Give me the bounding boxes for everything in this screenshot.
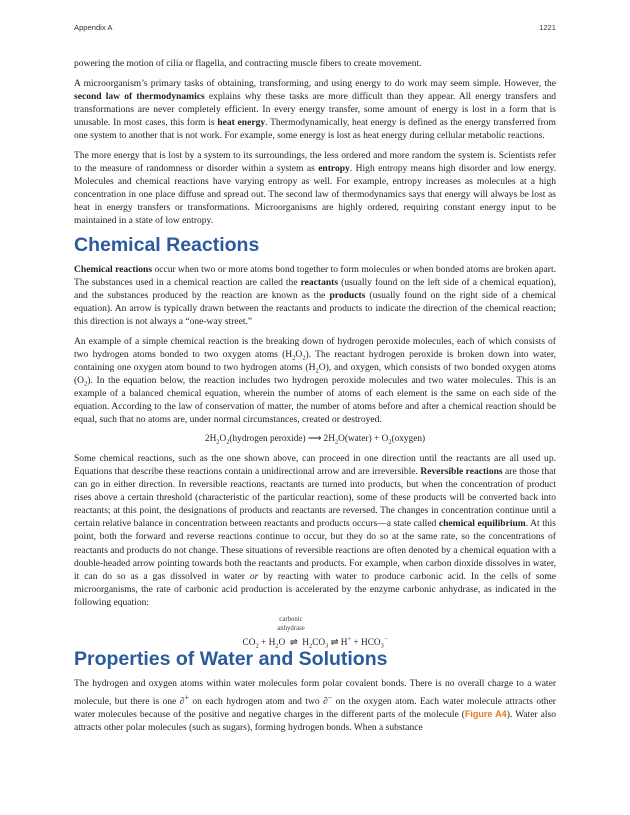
equation-text: 2H (204, 433, 217, 444)
subscript: 3 (380, 642, 384, 650)
section-heading: Chemical Reactions (74, 233, 260, 256)
superscript: − (327, 692, 333, 702)
section-heading: Properties of Water and Solutions (74, 648, 388, 671)
paragraph-text: O (295, 348, 303, 360)
paragraph-text: occur when two or more atoms bond together to form molecules or when bonded atoms are broken apart. The substances used in a chemical reaction are called the (74, 263, 556, 288)
superscript: + (347, 636, 352, 644)
paragraph (74, 263, 556, 328)
chemical-equation-reversible (74, 615, 556, 650)
subscript: 2 (255, 642, 259, 650)
paragraph-text: The more energy that is lost by a system to its surroundings, the less ordered and more random the system is. Scientists refer to the measure of randomness or disorder within a system as (74, 149, 556, 174)
paragraph (74, 57, 556, 70)
key-term: second law of thermodynamics (74, 90, 205, 102)
equation-text: (hydrogen peroxide) ⟶ 2H (229, 433, 335, 444)
equation-text: + H (258, 638, 276, 649)
paragraph-text: by reacting with water to produce carbonic acid. In the cells of some microorganisms, the rate of carbonic acid production is accelerated by the enzyme carbonic anhydrase, as indicated in the following equation: (74, 570, 556, 608)
paragraph-text: ). In the equation below, the reaction includes two hydrogen peroxide molecules and two water molecules. This is an example of a balanced chemical equation, wherein the number of atoms of each element is the same on each side of the equation. According to the law of conservation of matter, the number of atoms before and after a chemical reaction should be equal, such that no atoms are, under normal circumstances, created or destroyed. (74, 374, 556, 426)
equation-text: ⇌ H (328, 638, 348, 649)
equation-line (74, 633, 556, 650)
subscript: 2 (275, 642, 279, 650)
running-head (74, 23, 556, 37)
superscript: − (383, 636, 388, 644)
equation-text: + HCO (351, 638, 381, 649)
running-head-section: Appendix A (74, 23, 113, 32)
catalyst-label: carbonic anhydrase (277, 616, 305, 633)
emphasis: or (249, 570, 259, 582)
subscript: 2 (334, 438, 339, 446)
equation-text: CO (242, 638, 256, 649)
paragraph-text: on each hydrogen atom and two ∂ (188, 695, 328, 707)
superscript: + (184, 692, 189, 702)
equation-text: CO (312, 638, 326, 649)
paragraph-text: (usually found on the right side of a chemical equation). An arrow is typically drawn between the reactants and products to indicate the direction of the chemical reaction; this direction is not always a “one-way street.” (74, 289, 557, 327)
key-term: reactants (300, 276, 339, 288)
body-text (74, 57, 556, 741)
paragraph-text: . High entropy means high disorder and low energy. Molecules and chemical reactions have varying entropy as well. For example, entropy increases as molecules at a high concentration in one place diffuse and spread out. The second law of thermodynamics says that energy will always be lost as heat in energy transfers or transformations. Microorganisms are highly ordered, requiring constant energy input to be maintained in a state of low entropy. (74, 162, 556, 227)
paragraph-text: . Thermodynamically, heat energy is defined as the energy transferred from one system to another that is not work. For example, some energy is lost as heat energy during cellular metabolic reactions. (74, 116, 556, 141)
paragraph-text: powering the motion of cilia or flagella, and contracting muscle fibers to create movement. (74, 58, 422, 69)
paragraph-text: Some chemical reactions, such as the one shown above, can proceed in one direction until the reactants are all used up. Equations that describe these reactions contain a unidirectional arrow and are irreversible. (74, 452, 556, 477)
paragraph (74, 77, 556, 142)
paragraph (74, 335, 556, 427)
subscript: 2 (226, 438, 230, 446)
paragraph-text: on the oxygen atom. Each water molecule attracts other water molecules because of the positive and negative charges in the different parts of the molecule ( (74, 695, 556, 720)
subscript: 3 (325, 642, 329, 650)
chemical-equation (74, 433, 556, 446)
paragraph-text: O), and oxygen, which consists of two bonded oxygen atoms (O (74, 361, 556, 386)
paragraph-text: are those that can go in either direction. In reversible reactions, reactants are turned into products, but when the concentration of product rises above a certain threshold (characteristic of the particular reaction), some of these products will be converted back into reactants; at this point, the designations of products and reactants are reversed. The changes in concentration continue until a certain relative balance in concentration between reactants and products occurs—a state called (74, 465, 556, 530)
paragraph (74, 452, 556, 609)
subscript: 2 (315, 367, 319, 375)
paragraph-text: ). Water also attracts other polar molecules (such as sugars), forming hydrogen bonds. When a substance (74, 708, 556, 733)
key-term: Chemical reactions (74, 263, 153, 275)
equation-text: O ⇌ H (278, 638, 309, 649)
page-number: 1221 (539, 23, 556, 32)
subscript: 2 (388, 438, 392, 446)
key-term: entropy (318, 162, 350, 174)
paragraph (74, 149, 556, 228)
key-term: products (329, 289, 366, 301)
paragraph-text: ). The reactant hydrogen peroxide is broken down into water, containing one oxygen atom bound to two hydrogen atoms (H (74, 348, 557, 373)
paragraph-text: An example of a simple chemical reaction is the breaking down of hydrogen peroxide molecules, each of which consists of two hydrogen atoms bonded to two oxygen atoms (H (74, 335, 556, 360)
subscript: 2 (292, 354, 296, 362)
equation-text: O(water) + O (338, 433, 389, 444)
subscript: 2 (309, 642, 313, 650)
paragraph-text: A microorganism’s primary tasks of obtaining, transforming, and using energy to do work may seem simple. However, the (74, 77, 556, 89)
paragraph-text: The hydrogen and oxygen atoms within water molecules form polar covalent bonds. There is no overall charge to a water molecule, but there is one ∂ (74, 678, 556, 707)
subscript: 2 (84, 380, 88, 388)
figure-link[interactable]: Figure A4 (464, 708, 507, 719)
equation-text: (oxygen) (391, 433, 426, 444)
paragraph-text: explains why these tasks are more difficult than they appear. All energy transfers and transformations are never completely efficient. In every energy transfer, some amount of energy is lost in a form that is unusable. In most cases, this form is (74, 90, 556, 128)
key-term: chemical equilibrium (438, 518, 526, 530)
subscript: 2 (216, 438, 220, 446)
paragraph-text: . At this point, both the forward and reverse reactions continue to occur, but they do so at the same rate, so the concentrations of reactants and products do not change. These situations of reversible reactions are often denoted by a chemical equation with a double-headed arrow pointing towards both the reactants and products. For example, when carbon dioxide dissolves in water, it can do so as a gas dissolved in water (74, 518, 556, 582)
key-term: Reversible reactions (420, 465, 503, 477)
key-term: heat energy (217, 116, 266, 128)
paragraph-text: (usually found on the left side of a chemical equation), and the substances produced by the reaction are known as the (74, 276, 556, 301)
paragraph (74, 677, 556, 734)
subscript: 2 (302, 354, 306, 362)
equation-text: O (219, 433, 227, 444)
